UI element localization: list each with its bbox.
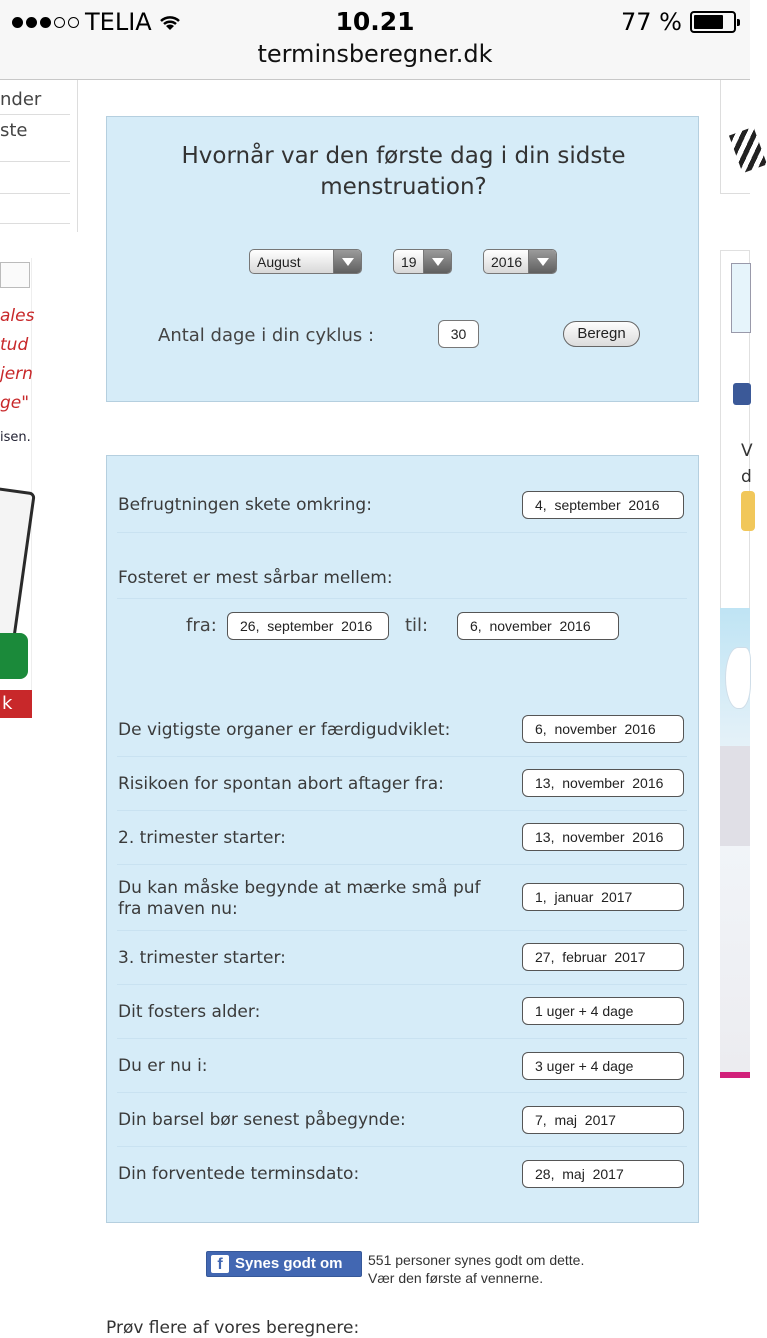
result-label: Du er nu i: bbox=[118, 1056, 208, 1076]
ad-text-line: ge" bbox=[0, 393, 30, 413]
left-advertisement[interactable] bbox=[0, 258, 35, 718]
carrier-name: TELIA bbox=[85, 8, 152, 36]
result-value: 7, maj 2017 bbox=[522, 1106, 684, 1134]
battery-icon bbox=[690, 11, 736, 33]
ad-logo bbox=[0, 262, 30, 288]
result-label: 3. trimester starter: bbox=[118, 948, 286, 968]
result-value: 13, november 2016 bbox=[522, 823, 684, 851]
left-nav-item[interactable] bbox=[0, 164, 70, 194]
widget-image bbox=[731, 263, 751, 333]
ad-text-line: jern bbox=[0, 364, 33, 384]
chevron-down-icon bbox=[528, 250, 556, 273]
result-label: Risikoen for spontan abort aftager fra: bbox=[118, 774, 444, 794]
date-input-panel bbox=[106, 116, 699, 402]
result-label: De vigtigste organer er færdigudviklet: bbox=[118, 720, 451, 740]
widget-thumbnail bbox=[741, 491, 755, 531]
widget-text: d bbox=[741, 467, 752, 487]
result-value: 1, januar 2017 bbox=[522, 883, 684, 911]
facebook-like-button[interactable] bbox=[206, 1251, 362, 1277]
battery-area bbox=[621, 8, 736, 36]
to-label: til: bbox=[405, 615, 429, 636]
right-widget bbox=[720, 250, 753, 632]
ad-text-line: tud bbox=[0, 335, 29, 355]
result-label: 2. trimester starter: bbox=[118, 828, 286, 848]
result-label: Du kan måske begynde at mærke små puf fra maven nu: bbox=[118, 878, 481, 919]
chevron-down-icon bbox=[423, 250, 451, 273]
result-label: Din barsel bør senest påbegynde: bbox=[118, 1110, 406, 1130]
calculate-button[interactable]: Beregn bbox=[563, 321, 640, 347]
right-ad-top[interactable] bbox=[720, 80, 750, 194]
battery-percent: 77 % bbox=[621, 8, 682, 36]
left-nav-item[interactable]: ste bbox=[0, 116, 70, 162]
facebook-icon: f bbox=[211, 1255, 229, 1273]
year-select[interactable] bbox=[483, 249, 557, 274]
result-label: Din forventede terminsdato: bbox=[118, 1164, 360, 1184]
cycle-input[interactable]: 30 bbox=[438, 320, 479, 348]
question-heading: Hvornår var den første dag i din sidste menstruation? bbox=[181, 143, 626, 200]
fertilization-label: Befrugtningen skete omkring: bbox=[118, 495, 372, 515]
ad-credit: isen. bbox=[0, 430, 31, 445]
more-calculators-heading: Prøv flere af vores beregnere: bbox=[106, 1318, 360, 1338]
ad-illustration bbox=[720, 746, 750, 846]
ad-cta-bar[interactable]: k bbox=[0, 690, 32, 718]
stork-illustration bbox=[726, 648, 750, 708]
ad-illustration bbox=[729, 127, 767, 173]
left-nav bbox=[0, 80, 78, 232]
ad-text-line: ales bbox=[0, 306, 35, 326]
from-label: fra: bbox=[186, 615, 217, 636]
ad-illustration bbox=[0, 485, 36, 651]
chevron-down-icon bbox=[333, 250, 361, 273]
clock: 10.21 bbox=[335, 7, 415, 36]
widget-text: V bbox=[741, 441, 753, 461]
address-bar[interactable]: terminsberegner.dk bbox=[257, 40, 493, 68]
right-advertisement[interactable] bbox=[720, 608, 750, 1078]
like-count-text: 551 personer synes godt om dette. Vær den første af vennerne. bbox=[368, 1252, 585, 1286]
result-value: 13, november 2016 bbox=[522, 769, 684, 797]
day-select[interactable] bbox=[393, 249, 452, 274]
year-select-value: 2016 bbox=[491, 254, 523, 270]
result-value: 27, februar 2017 bbox=[522, 943, 684, 971]
fertilization-value: 4, september 2016 bbox=[522, 491, 684, 519]
right-sidebar bbox=[720, 80, 753, 1080]
left-nav-item[interactable] bbox=[0, 194, 70, 224]
status-bar bbox=[0, 0, 750, 80]
result-label: Dit fosters alder: bbox=[118, 1002, 261, 1022]
result-value: 3 uger + 4 dage bbox=[522, 1052, 684, 1080]
cycle-label: Antal dage i din cyklus : bbox=[158, 325, 375, 346]
month-select[interactable] bbox=[249, 249, 362, 274]
vulnerable-label: Fosteret er mest sårbar mellem: bbox=[118, 568, 393, 588]
month-select-value: August bbox=[257, 254, 301, 270]
ad-illustration bbox=[0, 633, 28, 679]
result-value: 6, november 2016 bbox=[522, 715, 684, 743]
facebook-icon[interactable] bbox=[733, 383, 751, 405]
result-value: 1 uger + 4 dage bbox=[522, 997, 684, 1025]
left-nav-item[interactable]: nder bbox=[0, 85, 70, 115]
due-date-value: 28, maj 2017 bbox=[522, 1160, 684, 1188]
from-date-value: 26, september 2016 bbox=[227, 612, 389, 640]
results-panel bbox=[106, 455, 699, 1223]
day-select-value: 19 bbox=[401, 254, 417, 270]
like-button-label: Synes godt om bbox=[235, 1255, 343, 1272]
to-date-value: 6, november 2016 bbox=[457, 612, 619, 640]
